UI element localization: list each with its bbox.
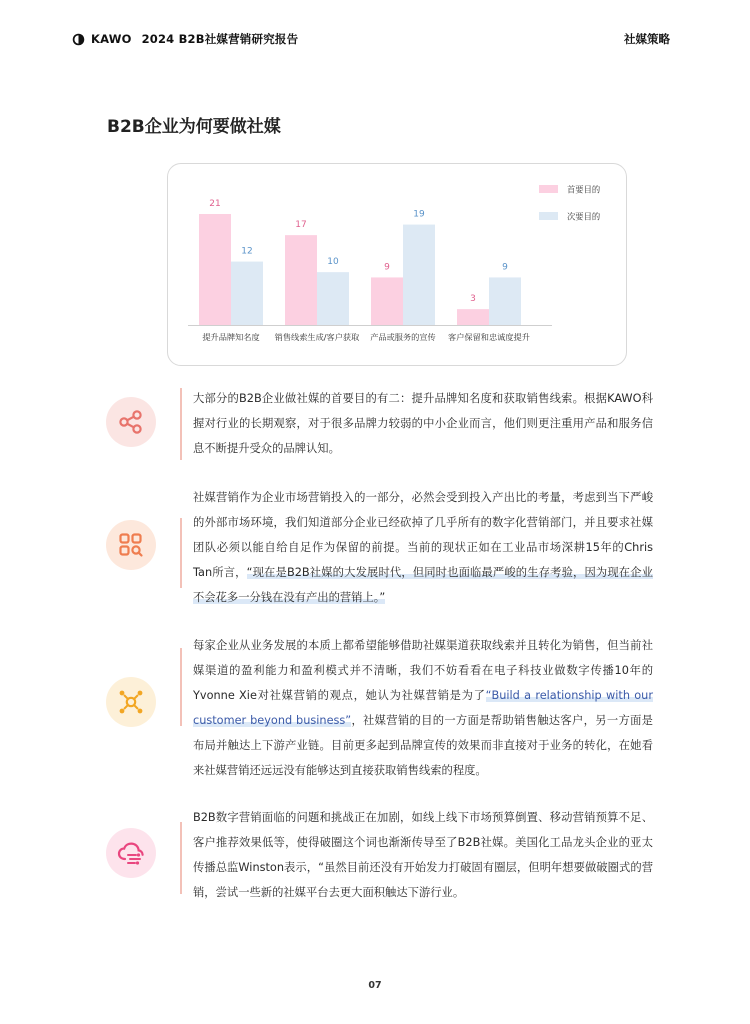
- apps-search-icon-badge: [106, 520, 156, 570]
- cloud-flow-icon-badge: [106, 828, 156, 878]
- brand-name: KAWO: [91, 32, 132, 46]
- chart-card: [167, 163, 627, 366]
- bar-primary: [285, 235, 317, 325]
- data-label: 19: [413, 209, 425, 220]
- data-label: 9: [384, 262, 390, 273]
- highlighted-quote: “Build a relationship with our customer beyond business”: [193, 689, 653, 727]
- accent-line: [180, 822, 182, 894]
- legend-swatch: [539, 212, 558, 220]
- report-title: 2024 B2B社媒营销研究报告: [141, 32, 299, 46]
- legend-label: 次要目的: [567, 211, 601, 222]
- data-label: 3: [470, 294, 476, 305]
- page-number: 07: [368, 980, 382, 991]
- bar-secondary: [317, 272, 349, 325]
- category-label: 客户保留和忠诚度提升: [448, 332, 530, 342]
- paragraph-lead-conversion: [193, 633, 653, 783]
- accent-line: [180, 388, 182, 460]
- paragraph-text: B2B数字营销面临的问题和挑战正在加剧，如线上线下市场预算倒置、移动营销预算不足、客户推荐效果低等，使得破圈这个词也渐渐传导至了B2B社媒。美国化工品龙头企业的亚太传播总监Winston表示，“虽然目前还没有开始发力打破固有圈层，但明年想要做破圈式的营销，尝试一些新的社媒平台去更大面积触达下游行业。: [193, 811, 653, 899]
- cloud-flow-icon: [115, 837, 147, 869]
- share-icon: [116, 407, 146, 437]
- page-title: B2B企业为何要做社媒: [107, 117, 281, 137]
- accent-line: [180, 518, 182, 588]
- bar-primary: [199, 214, 231, 325]
- highlighted-quote: “现在是B2B社媒的大发展时代，但同时也面临最严峻的生存考验，因为现在企业不会花多一分钱在没有产出的营销上。”: [193, 566, 653, 604]
- apps-search-icon: [116, 530, 146, 560]
- paragraph-roi-pressure: [193, 485, 653, 610]
- section-label: 社媒策略: [624, 32, 670, 46]
- bar-secondary: [489, 277, 521, 325]
- data-label: 10: [327, 257, 339, 268]
- network-icon: [115, 686, 147, 718]
- legend-label: 首要目的: [567, 184, 601, 195]
- paragraph-text: 社媒营销作为企业市场营销投入的一部分，必然会受到投入产出比的考量，考虑到当下严峻的外部市场环境，我们知道部分企业已经砍掉了几乎所有的数字化营销部门，并且要求社媒团队必须以能自给自足作为保留的前提。当前的现状正如在工业品市场深耕15年的Chris Tan所言，: [193, 491, 653, 579]
- kawo-logo-icon: [72, 33, 85, 46]
- category-label: 提升品牌知名度: [202, 332, 260, 342]
- paragraph-text: 每家企业从业务发展的本质上都希望能够借助社媒渠道获取线索并且转化为销售，但当前社媒渠道的盈利能力和盈利模式并不清晰，我们不妨看看在电子科技业做数字传播10年的Yvonne Xie对社媒营销的观点，她认为社媒营销是为了: [193, 639, 653, 702]
- data-label: 12: [241, 246, 253, 257]
- data-label: 9: [502, 262, 508, 273]
- paragraph-text: ，社媒营销的目的一方面是帮助销售触达客户，另一方面是布局并触达上下游产业链。目前更多起到品牌宣传的效果而非直接对于业务的转化，在她看来社媒营销还远远没有能够达到直接获取销售线索的程度。: [193, 714, 653, 777]
- page-header: [72, 30, 670, 48]
- paragraph-text: 大部分的B2B企业做社媒的首要目的有二：提升品牌知名度和获取销售线索。根据KAWO科握对行业的长期观察，对于很多品牌力较弱的中小企业而言，他们则更注重用产品和服务信息不断提升受众的品牌认知。: [193, 392, 653, 455]
- bar-secondary: [403, 225, 435, 325]
- paragraph-brand-awareness: [193, 386, 653, 461]
- paragraph-breakout-marketing: [193, 805, 653, 905]
- network-icon-badge: [106, 677, 156, 727]
- accent-line: [180, 648, 182, 726]
- category-label: 销售线索生成/客户获取: [274, 332, 360, 342]
- bar-primary: [457, 309, 489, 325]
- data-label: 21: [209, 199, 221, 209]
- bar-chart: [168, 164, 628, 367]
- legend-swatch: [539, 185, 558, 193]
- data-label: 17: [295, 220, 307, 231]
- bar-primary: [371, 277, 403, 325]
- bar-secondary: [231, 262, 263, 325]
- category-label: 产品或服务的宣传: [370, 332, 436, 342]
- share-icon-badge: [106, 397, 156, 447]
- brand: [72, 31, 298, 47]
